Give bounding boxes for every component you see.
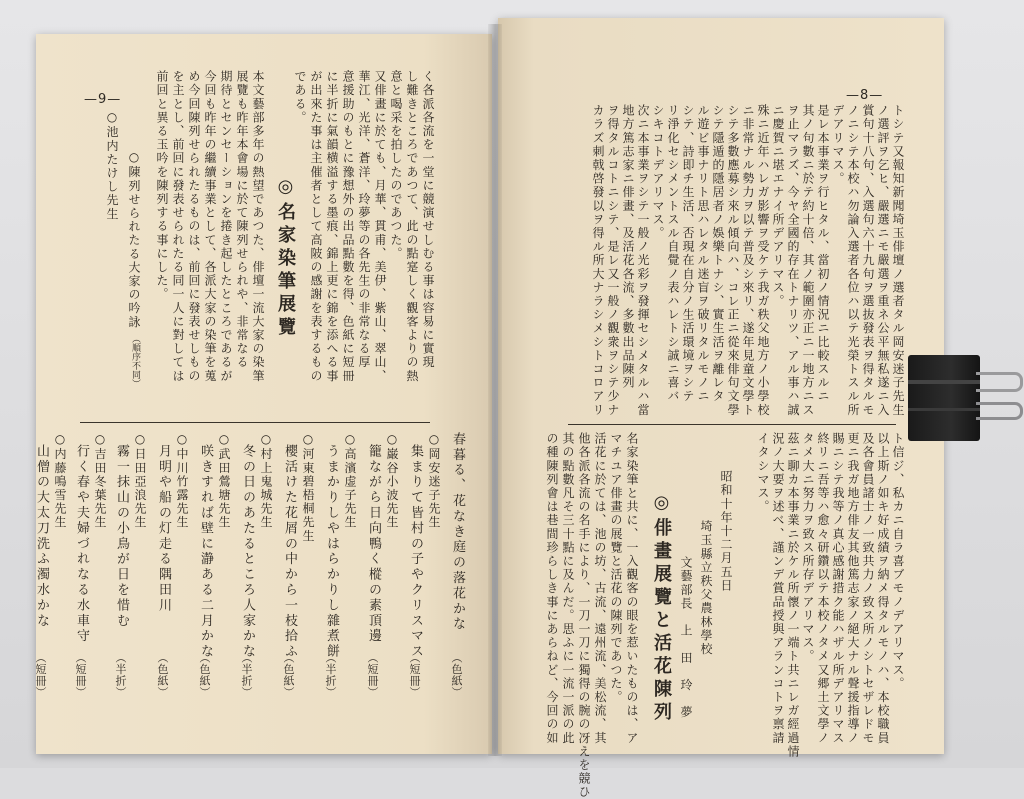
section-heading-right: ◎俳畫展覽と活花陳列 (651, 492, 672, 725)
poem-format: （短冊） (366, 652, 379, 698)
report-column: イタシマス。 (756, 432, 770, 514)
report-column: 終リニ吾等ハ愈々研鑽以テ本校ノタメ又郷土文學ノ (816, 432, 830, 745)
report-column: ヲ止マラズ、今ヤ全國的存在トナリツ、アル事ハ誠 (786, 104, 800, 417)
poem-format: （色紙） (156, 652, 169, 698)
report-column: シキコトデアリマス。 (651, 104, 665, 240)
body-column: 前回と異る玉吟を陳列する事にした。 (155, 70, 169, 302)
divider-left (80, 422, 430, 423)
poem-author: ○武田鶯塘先生 (217, 432, 231, 530)
poem-format: （短冊） (74, 652, 87, 698)
poem-format: （短冊） (34, 652, 47, 698)
first-author: ○池内たけし先生 (105, 110, 119, 221)
poem-format: （色紙） (282, 652, 295, 698)
intro-column: 意援助のもとに豫想外の出品點數を得、色紙に短冊 (341, 70, 355, 383)
report-column: シテ多數應募シ來ル傾向ハ、コレ正ニ從來俳句文學 (726, 104, 740, 417)
report-column: 以上斯ノ如キ好成績ヲ納メ得タルモノハ、本校職員 (876, 432, 890, 745)
poem-author: ○日田亞浪先生 (133, 432, 147, 530)
report-column: ノニシテ本校ハ勿論入選者各位ハ以テ光榮トスル所 (846, 104, 860, 417)
author-signature: 文藝部長 上 田 玲 夢 (679, 556, 693, 720)
report-column: 及各會員諸士ノ一致共力ノ致ス所ノシトセザレドモ (861, 432, 875, 745)
report-column: 殊ニ近年ハレガ影響ヲ受ケテ我ガ秩父地方ノ小學校 (756, 104, 770, 417)
poem-line: 籠ながら日向鴨く樅の素頂邊 (366, 444, 381, 645)
binder-clip (908, 355, 980, 441)
report-column: ニ慶賀ニ堪エナイ所デアリマス。 (771, 104, 785, 308)
intro-column: 又俳畫に於ても、月華、貫甫、美伊、紫山、翠山、 (373, 70, 387, 383)
poem-author: ○高濱虚子先生 (343, 432, 357, 530)
body-column: 本文藝部多年の熱望であつた、俳壇一流大家の染筆 (251, 70, 265, 383)
binder-clip-edge (908, 408, 980, 411)
body-column: 其の點數凡そ三十點に及んだ。思ふに一流一派の此 (561, 432, 575, 745)
report-column: 更ニ我ガ地方俳友其他篤志家ノ絕大ナル聲援指導ノ (846, 432, 860, 745)
body-column: 今回も昨年の繼續事業として、各派大家の染筆を蒐 (203, 70, 217, 383)
poem-author: ○岡安迷子先生 (427, 432, 441, 530)
poem-format: （半折） (240, 652, 253, 698)
report-column: ノ選評ヲ乞ヒ、嚴選ニモ嚴選ヲ重ネ公平無私遂ニ入 (876, 104, 890, 417)
poem-author: ○内藤鳴雪先生 (53, 432, 67, 530)
report-column: 況ノ大要ヲ述べ、謹ンデ賞品授與アランコトヲ禀請 (771, 432, 785, 745)
poem-line: うまかりしやはらかりし雜煮餅 (324, 444, 339, 660)
body-column: の種陳列會は巷間珍らしき事にあらねど、今回の如 (545, 432, 559, 745)
poem-format: （色紙） (450, 652, 463, 698)
poem-line: 山僧の大太刀洗ふ濁水かな (34, 444, 49, 629)
binder-clip-edge (908, 380, 980, 384)
divider-right (568, 424, 896, 425)
body-column: 名家染筆と共に、一入觀客の眼を惹いたものは、ア (625, 432, 639, 745)
report-column: リ淨化セシメントスル自覺ノ表ハレトシ誠ニ喜バ (666, 104, 680, 404)
book-gutter (488, 24, 502, 756)
poem-author: ○巌谷小波先生 (385, 432, 399, 530)
report-column: 其ノ句數ニ於テ約十倍、其ノ範圍亦正ニ一地方ニス (801, 104, 815, 417)
poem-line: 月明や船の灯走る隅田川 (156, 444, 171, 614)
report-column: ヲ得タルコトニシテ、是レ又一般ノ觀衆ヲシテ少ナ (606, 104, 620, 417)
report-column: 賜ニシテ我等ノ真心感謝措ク能ハザル所デアリマス (831, 432, 845, 745)
report-column: シテ、詩即チ生活、否現在自分ノ生活環境ヲシテ (681, 104, 695, 404)
poem-author: ○河東碧梧桐先生 (301, 432, 315, 543)
intro-column: が出來た事は主催者として高陂の感謝を表するもの (309, 70, 323, 383)
report-column: 茲ニ聊カ本事業ニ於ケル所懷ノ一端ト共ニレガ經過情 (786, 432, 800, 759)
report-column: ル遊ビ事ナリト思ハレタル迷盲ヲ破リタルモノニ (696, 104, 710, 404)
poem-author: ○村上鬼城先生 (259, 432, 273, 530)
poem-line: 咲きすれば壁に瀞ある二月かな (198, 444, 213, 660)
poem-author: ○中川竹露先生 (175, 432, 189, 530)
body-column: め今回陳列せられたるものは、前回に發表せしもの (187, 70, 201, 383)
poem-line: 行く春や夫婦づれなる水車守 (74, 444, 89, 645)
report-column: 地方篤志家ニ俳畫、及活花各流、多數出品陳列 (621, 104, 635, 390)
body-column: マチユア俳畫の展覽と活花の陳列であつた。 (609, 432, 623, 704)
poem-line: 櫻活けた花屑の中から一枝拾ふ (282, 444, 297, 660)
poem-line: 春暮る、花なき庭の落花かな (450, 432, 465, 633)
poem-format: （短冊） (408, 652, 421, 698)
binder-clip-handle (976, 402, 1023, 420)
intro-column: である。 (293, 70, 307, 125)
poem-format: （色紙） (198, 652, 211, 698)
report-column: 是レ本事業ヲ行ヒタル、當初ノ情況ニ比較スルニ (816, 104, 830, 404)
section-heading-left: ◎名家染筆展覽 (275, 176, 296, 340)
report-column: ト信ジ、私カニ自ラ喜ブモノデアリマス。 (891, 432, 905, 691)
page-number-left: —9— (84, 92, 122, 107)
report-column: デアリマス。 (831, 104, 845, 186)
binder-clip-handle (976, 372, 1023, 392)
report-column: トシテ又報知新聞埼玉俳壇ノ選者タル岡安迷子先生 (891, 104, 905, 417)
report-column: 賞句十八句、入選句六十九句ヲ選抜發表ヲ得タルモ (861, 104, 875, 417)
poem-line: 霧一抹山の小鳥が日を惜む (114, 444, 129, 629)
poem-line: 冬の日のあたるところ人家かな (240, 444, 255, 660)
school-name: 埼玉縣立秩父農林學校 (699, 520, 713, 656)
report-column: ニ非常ナル勢力ヲ以テ普及シ來リ、遂年見童文學ト (741, 104, 755, 417)
report-date: 昭和十年十二月五日 (719, 470, 733, 593)
report-column: 次ニ本事業ヲシテ一般ノ光彩ヲ發揮セシメタルハ當 (636, 104, 650, 417)
report-column: カラズ刺戟啓發以ヲ得ル所大ナラシメシトコロアリ (591, 104, 605, 417)
body-column: 活花に於ては、池の坊、古流、遠州流、美松流、其 (593, 432, 607, 745)
poem-format: （半折） (324, 652, 337, 698)
intro-column: に半折に氣韻横溢する墨痕、錦上更に錦を添へる事 (325, 70, 339, 383)
body-column: 展覽も昨年本會場に於て陳列せられや、非常なる (235, 70, 249, 370)
list-title: ○陳列せられたる大家の吟詠 (127, 150, 141, 329)
body-column: を主とし、前回に發表せられたる同一人に對しては (171, 70, 185, 383)
page-number-right: —8— (846, 88, 884, 103)
intro-column: 華江、光洋、蒼洋、玲夢等の各先生の非常なる厚 (357, 70, 371, 370)
intro-column: し難きところであつて、此の點寔しく觀客よりの熱 (405, 70, 419, 383)
list-order-note: （順序不同） (130, 334, 140, 388)
body-column: 期待とセンセーションを捲き起したところであるが (219, 70, 233, 383)
report-column: シテ隱遁的隱居者ノ娛樂トナシ、實生活ヲ離レタ (711, 104, 725, 404)
poem-format: （半折） (114, 652, 127, 698)
poem-line: 集まりて皆村の子やクリスマス (408, 444, 423, 660)
intro-column: く各派各流を一堂に競演せしむる事は容易に實現 (421, 70, 435, 370)
poem-author: ○吉田冬葉先生 (93, 432, 107, 530)
report-column: タメ大ニ努力ヲ致ス所存デアリマス。 (801, 432, 815, 664)
intro-column: 意と喝采を拍したのであつた。 (389, 70, 403, 261)
body-column: 他各派各流の名手により、一刀一刀に獨得の腕の冴えを競ひ (577, 432, 591, 799)
